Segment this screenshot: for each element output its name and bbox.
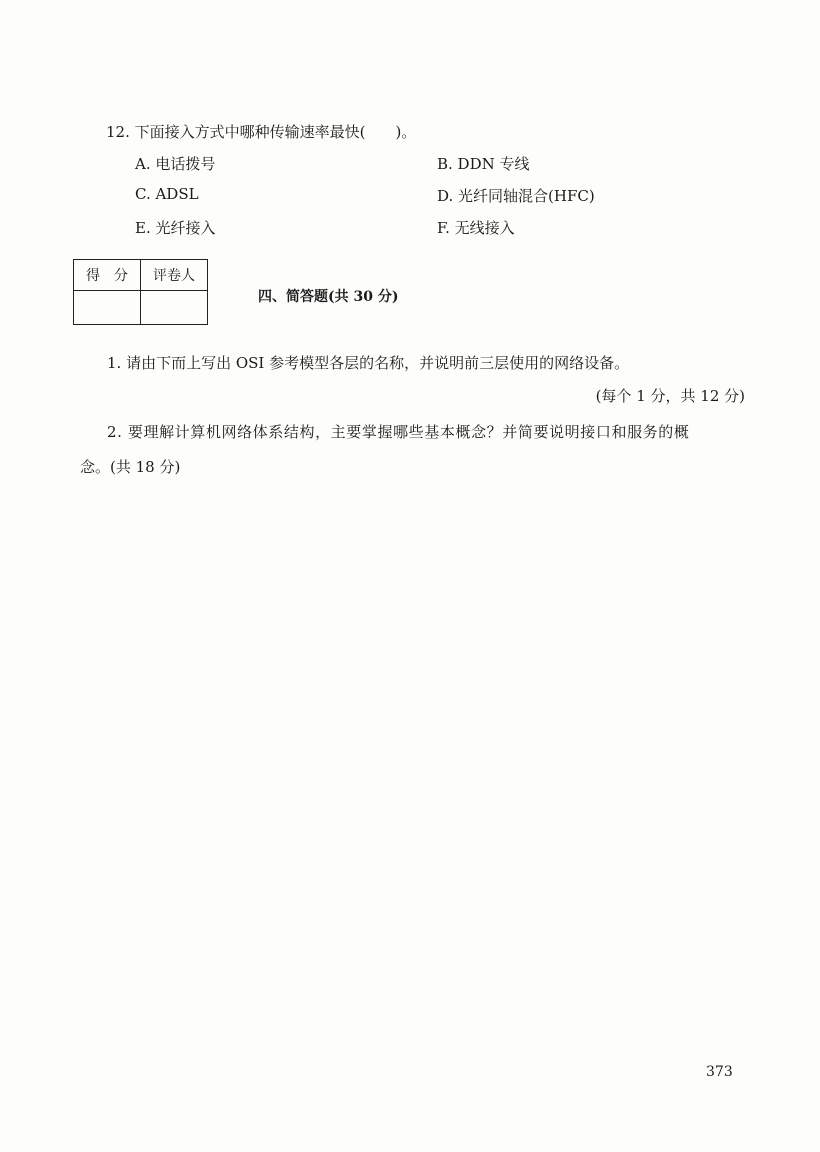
option-f: F. 无线接入 xyxy=(437,219,515,237)
score-box xyxy=(73,259,208,325)
grader-cell[interactable] xyxy=(141,291,208,325)
grader-header: 评卷人 xyxy=(141,260,208,291)
short-answer-2-line2: 念。(共 18 分) xyxy=(80,458,181,476)
section-title: 四、简答题(共 30 分) xyxy=(258,289,399,305)
score-header: 得 分 xyxy=(74,260,141,291)
option-e: E. 光纤接入 xyxy=(135,219,216,237)
option-d: D. 光纤同轴混合(HFC) xyxy=(437,187,595,205)
short-answer-2-line1: 2. 要理解计算机网络体系结构，主要掌握哪些基本概念？并简要说明接口和服务的概 xyxy=(107,423,690,441)
question-12-stem: 12. 下面接入方式中哪种传输速率最快( )。 xyxy=(106,123,417,141)
short-answer-1: 1. 请由下而上写出 OSI 参考模型各层的名称，并说明前三层使用的网络设备。 xyxy=(107,354,630,372)
option-c: C. ADSL xyxy=(135,185,199,203)
short-answer-1-points: (每个 1 分，共 12 分) xyxy=(595,387,745,405)
option-a: A. 电话拨号 xyxy=(135,155,216,173)
page-number: 373 xyxy=(706,1064,733,1080)
score-cell[interactable] xyxy=(74,291,141,325)
option-b: B. DDN 专线 xyxy=(437,155,530,173)
